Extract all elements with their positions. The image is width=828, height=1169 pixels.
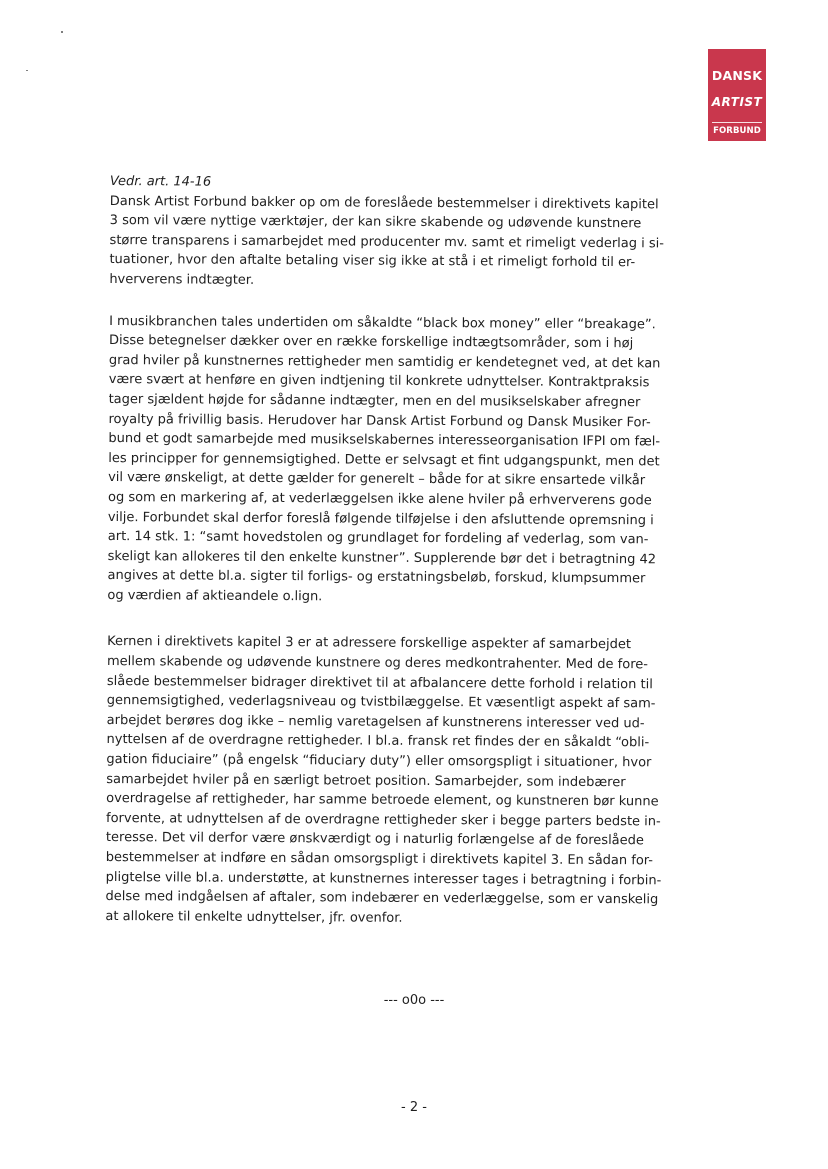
text-line: større transparens i samarbejdet med producenter mv. samt et rimeligt vederlag i si- <box>109 232 665 252</box>
text-line: I musikbranchen tales undertiden om såkaldte “black box money” eller “breakage”. <box>109 313 656 332</box>
text-line: samarbejdet hviler på en særligt betroet position. Samarbejder, som indebærer <box>106 771 626 790</box>
text-line: Dansk Artist Forbund bakker op om de foreslåede bestemmelser i direktivets kapitel <box>109 193 659 212</box>
scan-speck <box>26 70 28 71</box>
text-line: Kernen i direktivets kapitel 3 er at adressere forskellige aspekter af samarbejdet <box>107 634 632 653</box>
text-line: tuationer, hvor den aftalte betaling viser sig ikke at stå i et rimeligt forhold til er- <box>109 252 636 271</box>
text-line: angives at dette bl.a. sigter til forligs- og erstatningsbeløb, forskud, klumpsummer <box>107 568 646 587</box>
paragraph-1 <box>109 192 698 294</box>
section-heading: Vedr. art. 14-16 <box>109 173 212 190</box>
scan-speck <box>61 31 63 33</box>
text-line: og værdien af aktieandele o.lign. <box>107 587 323 605</box>
text-line: grad hviler på kunstnernes rettigheder men samtidig er kendetegnet ved, at det kan <box>108 352 661 372</box>
text-line: overdragelse af rettigheder, har samme betroede element, og kunstneren bør kunne <box>106 791 659 810</box>
text-line: vil være ønskeligt, at dette gælder for generelt – både for at sikre ensartede vilkår <box>108 470 646 489</box>
text-line: forvente, at udnyttelsen af de overdragne rettigheder sker i begge parters bedste in- <box>106 810 661 830</box>
text-line: gennemsigtighed, vederlagsniveau og tvistbilæggelse. Et væsentligt aspekt af sam- <box>106 693 656 712</box>
text-line: gation fiduciaire” (på engelsk “fiduciary duty”) eller omsorgspligt i situationer, hvor <box>106 752 652 771</box>
text-line: arbejdet berøres dog ikke – nemlig varetagelsen af kunstnerens interesser ved ud- <box>106 712 645 732</box>
text-line: og som en markering af, at vederlæggelsen ikke alene hviler på erhververens gode <box>107 489 652 509</box>
text-line: hververens indtægter. <box>109 271 255 288</box>
text-line: være svært at henføre en given indtjening til konkrete udnyttelser. Kontraktpraksis <box>108 372 650 391</box>
text-line: bund et godt samarbejde med musikselskabernes interesseorganisation IFPI om fæl- <box>108 431 661 450</box>
text-line: vilje. Forbundet skal derfor foreslå følgende tilføjelse i den afsluttende opremsning i <box>107 509 654 528</box>
paragraph-2 <box>107 312 697 609</box>
paragraph-gap <box>107 605 695 636</box>
logo-text-dansk: DANSK <box>711 68 763 83</box>
text-line: slåede bestemmelser bidrager direktivet til at afbalancere dette forhold i relation til <box>106 673 653 692</box>
logo-text-forbund: FORBUND <box>713 126 761 136</box>
text-line: skeligt kan allokeres til den enkelte kunstner”. Supplerende bør det i betragtning 42 <box>107 548 657 568</box>
text-line: les principper for gennemsigtighed. Dette er selvsagt et fint udgangspunkt, men det <box>108 450 660 470</box>
text-line: royalty på frivillig basis. Herudover har Dansk Artist Forbund og Dansk Musiker For- <box>108 411 651 430</box>
text-line: bestemmelser at indføre en sådan omsorgspligt i direktivets kapitel 3. En sådan for- <box>105 849 654 869</box>
paragraph-3 <box>105 632 695 929</box>
dansk-artist-forbund-logo <box>708 49 766 141</box>
end-marker: --- o0o --- <box>383 993 445 1008</box>
text-line: 3 som vil være nyttige værktøjer, der kan sikre skabende og udøvende kunstnere <box>109 213 642 232</box>
logo-divider <box>712 122 762 123</box>
page-number: - 2 - <box>401 1100 427 1115</box>
text-line: Disse betegnelser dækker over en række forskellige indtægtsområder, som i høj <box>108 333 634 352</box>
letter-body <box>105 172 698 930</box>
text-line: pligtelse ville bl.a. understøtte, at kunstnernes interesser tages i betragtning i forbin- <box>105 869 662 888</box>
text-line: at allokere til enkelte udnyttelser, jfr. ovenfor. <box>105 908 403 926</box>
text-line: teresse. Det vil derfor være ønskværdigt og i naturlig forlængelse af de foreslåede <box>105 830 644 849</box>
text-line: mellem skabende og udøvende kunstnere og deres medkontrahenter. Med de fore- <box>106 654 649 673</box>
text-line: art. 14 stk. 1: “samt hovedstolen og grundlaget for fordeling af vederlag, som van- <box>107 529 649 548</box>
text-line: delse med indgåelsen af aftaler, som indebærer en vederlæggelse, som er vanskelig <box>105 889 659 908</box>
text-line: tager sjældent højde for sådanne indtægter, men en del musikselskaber afregner <box>108 391 641 411</box>
text-line: nyttelsen af de overdragne rettigheder. I bl.a. fransk ret findes der en såkaldt “obli- <box>106 732 650 751</box>
logo-text-artist: ARTIST <box>711 95 763 109</box>
